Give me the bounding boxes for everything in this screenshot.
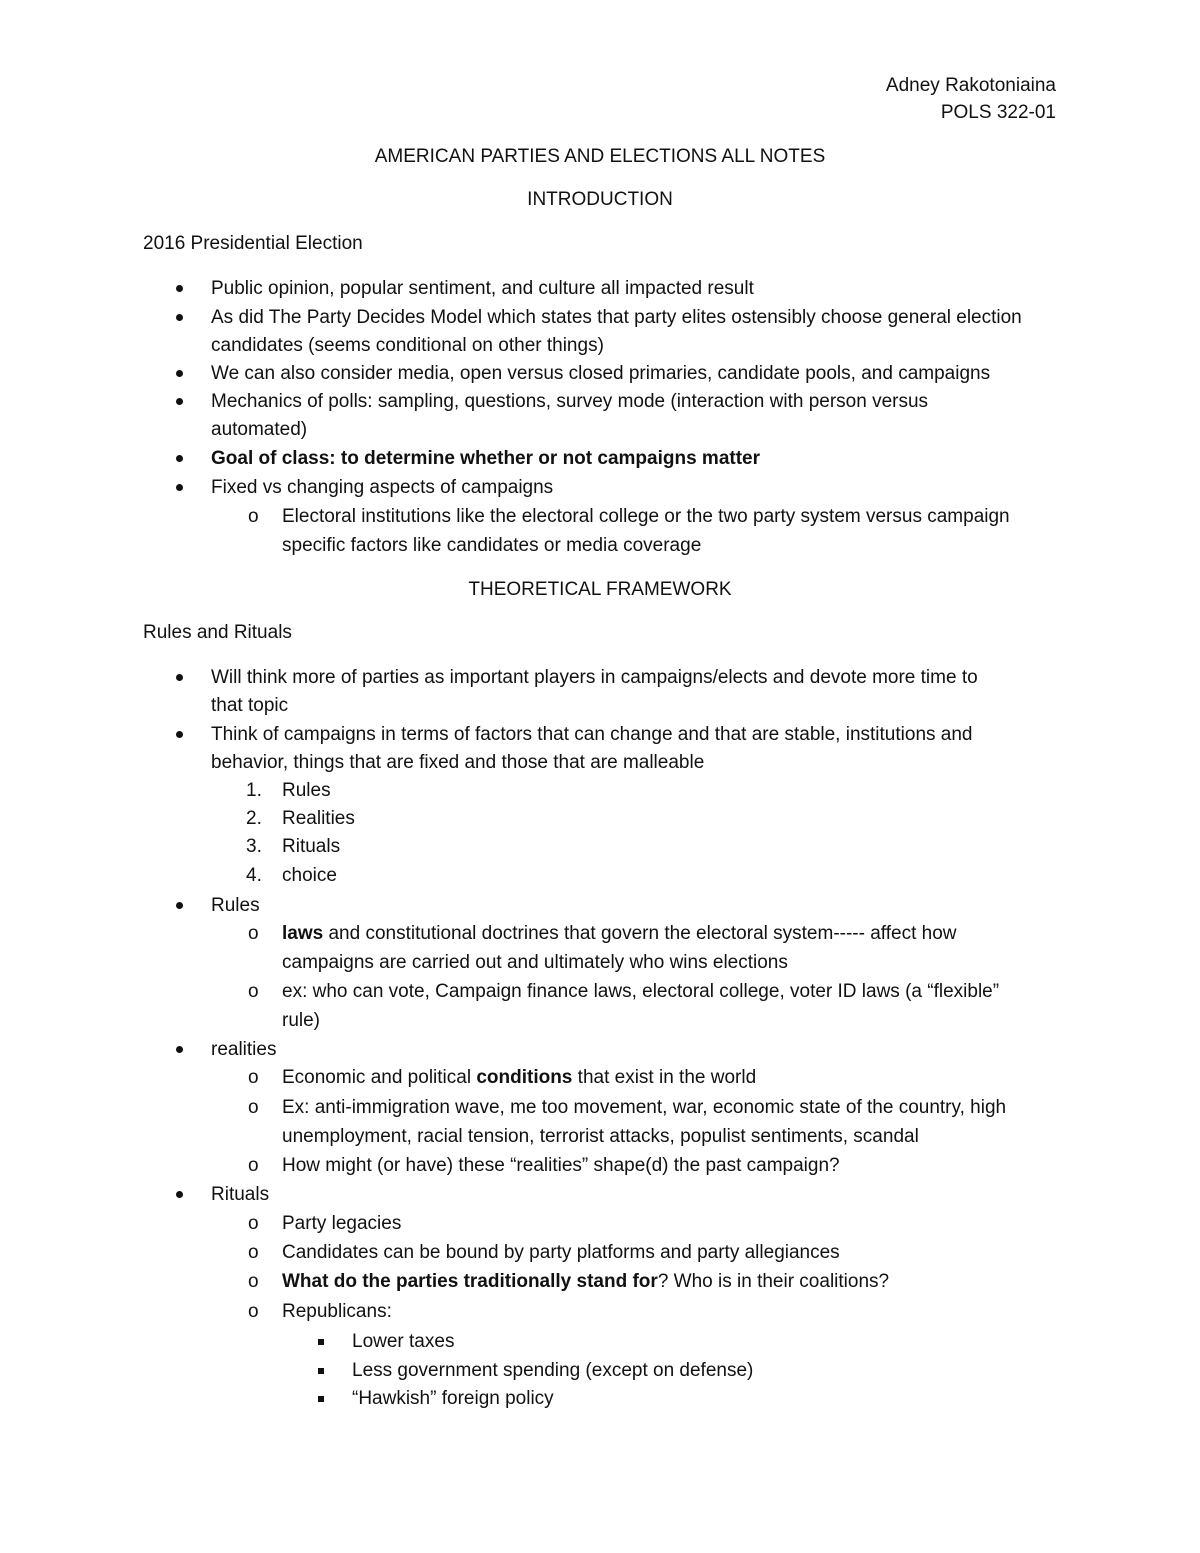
list-item: Public opinion, popular sentiment, and culture all impacted result [211,278,754,299]
circle-bullet-icon: o [248,1155,259,1176]
sub-list-item: Electoral institutions like the electoral college or the two party system versus campaign [282,506,1010,527]
square-bullet-icon [318,1368,324,1374]
list-item-realities: realities [211,1039,277,1060]
subheading-2016-election: 2016 Presidential Election [143,233,363,254]
numbered-item: Rules [282,780,331,801]
circle-bullet-icon: o [248,923,259,944]
list-item-continuation: that topic [211,695,289,716]
list-item: As did The Party Decides Model which states that party elites ostensibly choose general election [211,307,1022,328]
bullet-icon [176,731,183,738]
list-item-rules: Rules [211,895,260,916]
author-name: Adney Rakotoniaina [885,75,1056,96]
number-marker: 1. [246,780,262,801]
sub-list-item [282,1067,756,1089]
bullet-icon [176,1046,183,1053]
square-bullet-icon [318,1339,324,1345]
sub-list-item: Candidates can be bound by party platforms and party allegiances [282,1242,840,1263]
subheading-rules-and-rituals: Rules and Rituals [143,622,292,643]
sub-list-item: How might (or have) these “realities” shape(d) the past campaign? [282,1155,840,1176]
sub-list-item: Party legacies [282,1213,402,1234]
sub-list-item-continuation: specific factors like candidates or media coverage [282,535,702,556]
sub-list-item: Ex: anti-immigration wave, me too movement, war, economic state of the country, high [282,1097,1007,1118]
numbered-item: choice [282,865,337,886]
bullet-icon [176,902,183,909]
text: and constitutional doctrines that govern the electoral system----- affect how [323,923,957,944]
circle-bullet-icon: o [248,981,259,1002]
text: Economic and political [282,1067,477,1088]
number-marker: 3. [246,836,262,857]
sub-list-item: ex: who can vote, Campaign finance laws, electoral college, voter ID laws (a “flexible” [282,981,1000,1002]
bullet-icon [176,398,183,405]
text: that exist in the world [572,1067,757,1088]
number-marker: 2. [246,808,262,829]
numbered-item: Realities [282,808,355,829]
bullet-icon [176,370,183,377]
sub-list-item-continuation: rule) [282,1010,321,1031]
bullet-icon [176,314,183,321]
list-item-continuation: candidates (seems conditional on other things) [211,335,604,356]
text: ? Who is in their coalitions? [657,1271,890,1292]
square-bullet-icon [318,1396,324,1402]
course-code: POLS 322-01 [940,102,1056,123]
numbered-item: Rituals [282,836,341,857]
list-item: Fixed vs changing aspects of campaigns [211,477,554,498]
circle-bullet-icon: o [248,1213,259,1234]
list-item: Think of campaigns in terms of factors that can change and that are stable, institutions and [211,724,973,745]
list-item: Will think more of parties as important players in campaigns/elects and devote more time to [211,667,978,688]
list-item-continuation: behavior, things that are fixed and those that are malleable [211,752,705,773]
section-heading-theoretical-framework: THEORETICAL FRAMEWORK [468,579,732,600]
sub-sub-list-item: Less government spending (except on defense) [352,1360,754,1381]
circle-bullet-icon: o [248,1242,259,1263]
sub-sub-list-item: Lower taxes [352,1331,455,1352]
bold-text: What do the parties traditionally stand for [282,1271,658,1292]
sub-list-item [282,923,957,945]
sub-list-item [282,1271,889,1293]
circle-bullet-icon: o [248,506,259,527]
list-item: We can also consider media, open versus closed primaries, candidate pools, and campaigns [211,363,991,384]
circle-bullet-icon: o [248,1271,259,1292]
list-item: Mechanics of polls: sampling, questions, survey mode (interaction with person versus [211,391,929,412]
document-title: AMERICAN PARTIES AND ELECTIONS ALL NOTES [374,146,826,167]
list-item-rituals: Rituals [211,1184,270,1205]
bullet-icon [176,455,183,462]
bold-text: laws [282,923,324,944]
circle-bullet-icon: o [248,1067,259,1088]
bullet-icon [176,1191,183,1198]
list-item-continuation: automated) [211,419,308,440]
bullet-icon [176,674,183,681]
sub-list-item-continuation: campaigns are carried out and ultimately who wins elections [282,952,788,973]
section-heading-introduction: INTRODUCTION [527,189,673,210]
sub-sub-list-item: “Hawkish” foreign policy [352,1388,554,1409]
circle-bullet-icon: o [248,1097,259,1118]
sub-list-item-continuation: unemployment, racial tension, terrorist attacks, populist sentiments, scandal [282,1126,919,1147]
bold-text: conditions [476,1067,573,1088]
circle-bullet-icon: o [248,1301,259,1322]
sub-list-item: Republicans: [282,1301,392,1322]
bullet-icon [176,285,183,292]
list-item-goal: Goal of class: to determine whether or not campaigns matter [211,448,761,469]
number-marker: 4. [246,865,262,886]
bullet-icon [176,484,183,491]
